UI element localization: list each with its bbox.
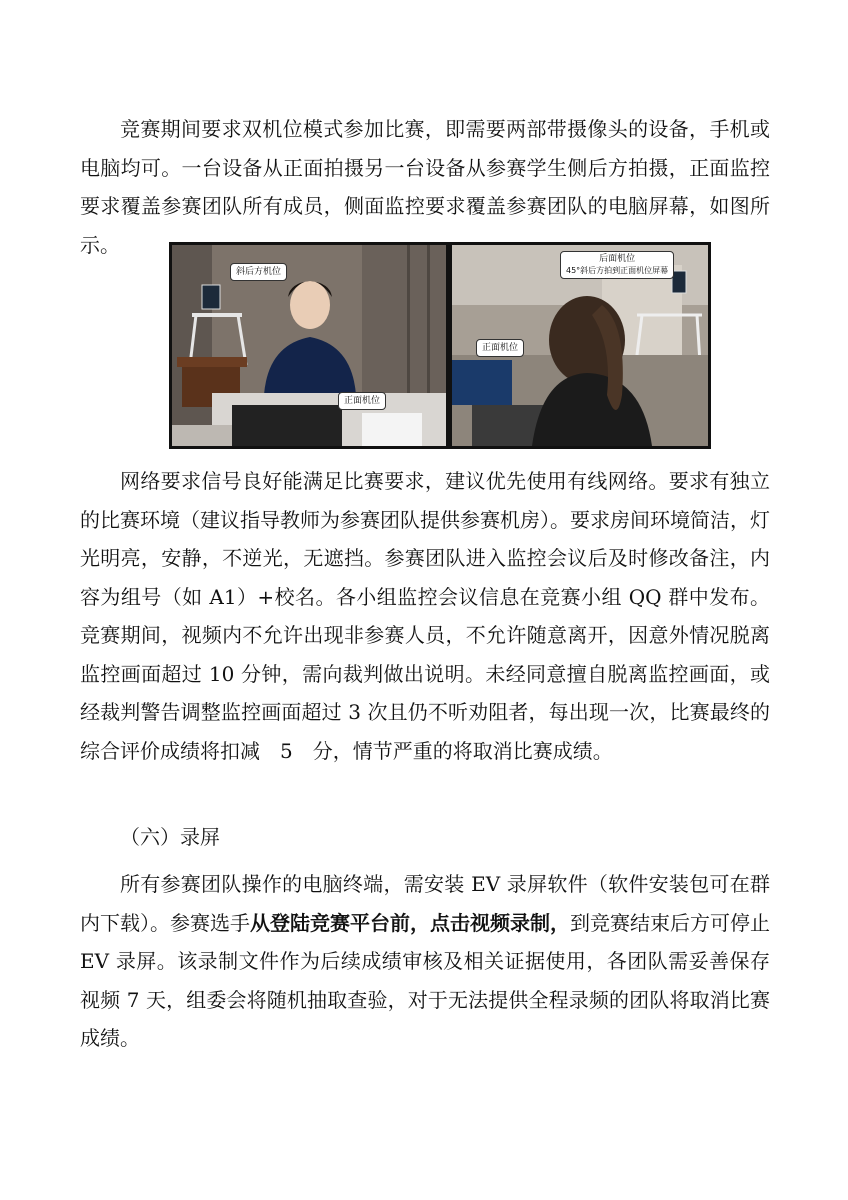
- label-front-camera-left: 正面机位: [338, 392, 386, 410]
- section-heading-recording: （六）录屏: [120, 825, 220, 849]
- front-view-illustration: [172, 245, 446, 446]
- label-rear-camera: 斜后方机位: [230, 263, 287, 281]
- paragraph-network-requirements: 网络要求信号良好能满足比赛要求，建议优先使用有线网络。要求有独立的比赛环境（建议指导教师为参赛团队提供参赛机房）。要求房间环境简洁，灯光明亮，安静，不逆光，无遮挡。参赛团队进入监控会议后及时修改备注，内容为组号（如 A1）+校名。各小组监控会议信息在竞赛小组 QQ 群中发布。竞赛期间，视频内不允许出现非参赛人员，不允许随意离开，因意外情况脱离监控画面超过 10 分钟，需向裁判做出说明。未经同意擅自脱离监控画面，或经裁判警告调整监控画面超过 3 次且仍不听劝阻者，每出现一次，比赛最终的综合评价成绩将扣减 5 分，情节严重的将取消比赛成绩。: [80, 469, 770, 763]
- label-rear-camera-right: [560, 251, 674, 279]
- recording-text-emphasis: 从登陆竞赛平台前，点击视频录制，: [250, 910, 570, 935]
- front-view-photo: [172, 245, 446, 446]
- recording-text-end: 到竞赛结束后方可停止 EV 录屏。该录制文件作为后续成绩审核及相关证据使用，各团队需妥善保存视频 7 天，组委会将随机抽取查验，对于无法提供全程录频的团队将取消比赛成绩。: [80, 910, 770, 1050]
- label-rear-subtitle: 45°斜后方拍到正面机位屏幕: [566, 266, 669, 275]
- camera-setup-figure: [169, 242, 711, 449]
- label-front-camera-right: 正面机位: [476, 339, 524, 357]
- paragraph-dual-camera: 竞赛期间要求双机位模式参加比赛，即需要两部带摄像头的设备，手机或电脑均可。一台设备从正面拍摄另一台设备从参赛学生侧后方拍摄，正面监控要求覆盖参赛团队所有成员，侧面监控要求覆盖参赛团队的电脑屏幕，如图所示。: [80, 117, 770, 257]
- rear-view-photo: [452, 245, 708, 446]
- recording-text-start: 所有参赛团队操作的电脑终端，需安装 EV 录屏软件（软件安装包可在群内下载）。参赛选手: [80, 872, 770, 935]
- paragraph-screen-recording: [80, 865, 770, 1058]
- label-rear-title: 后面机位: [599, 254, 636, 264]
